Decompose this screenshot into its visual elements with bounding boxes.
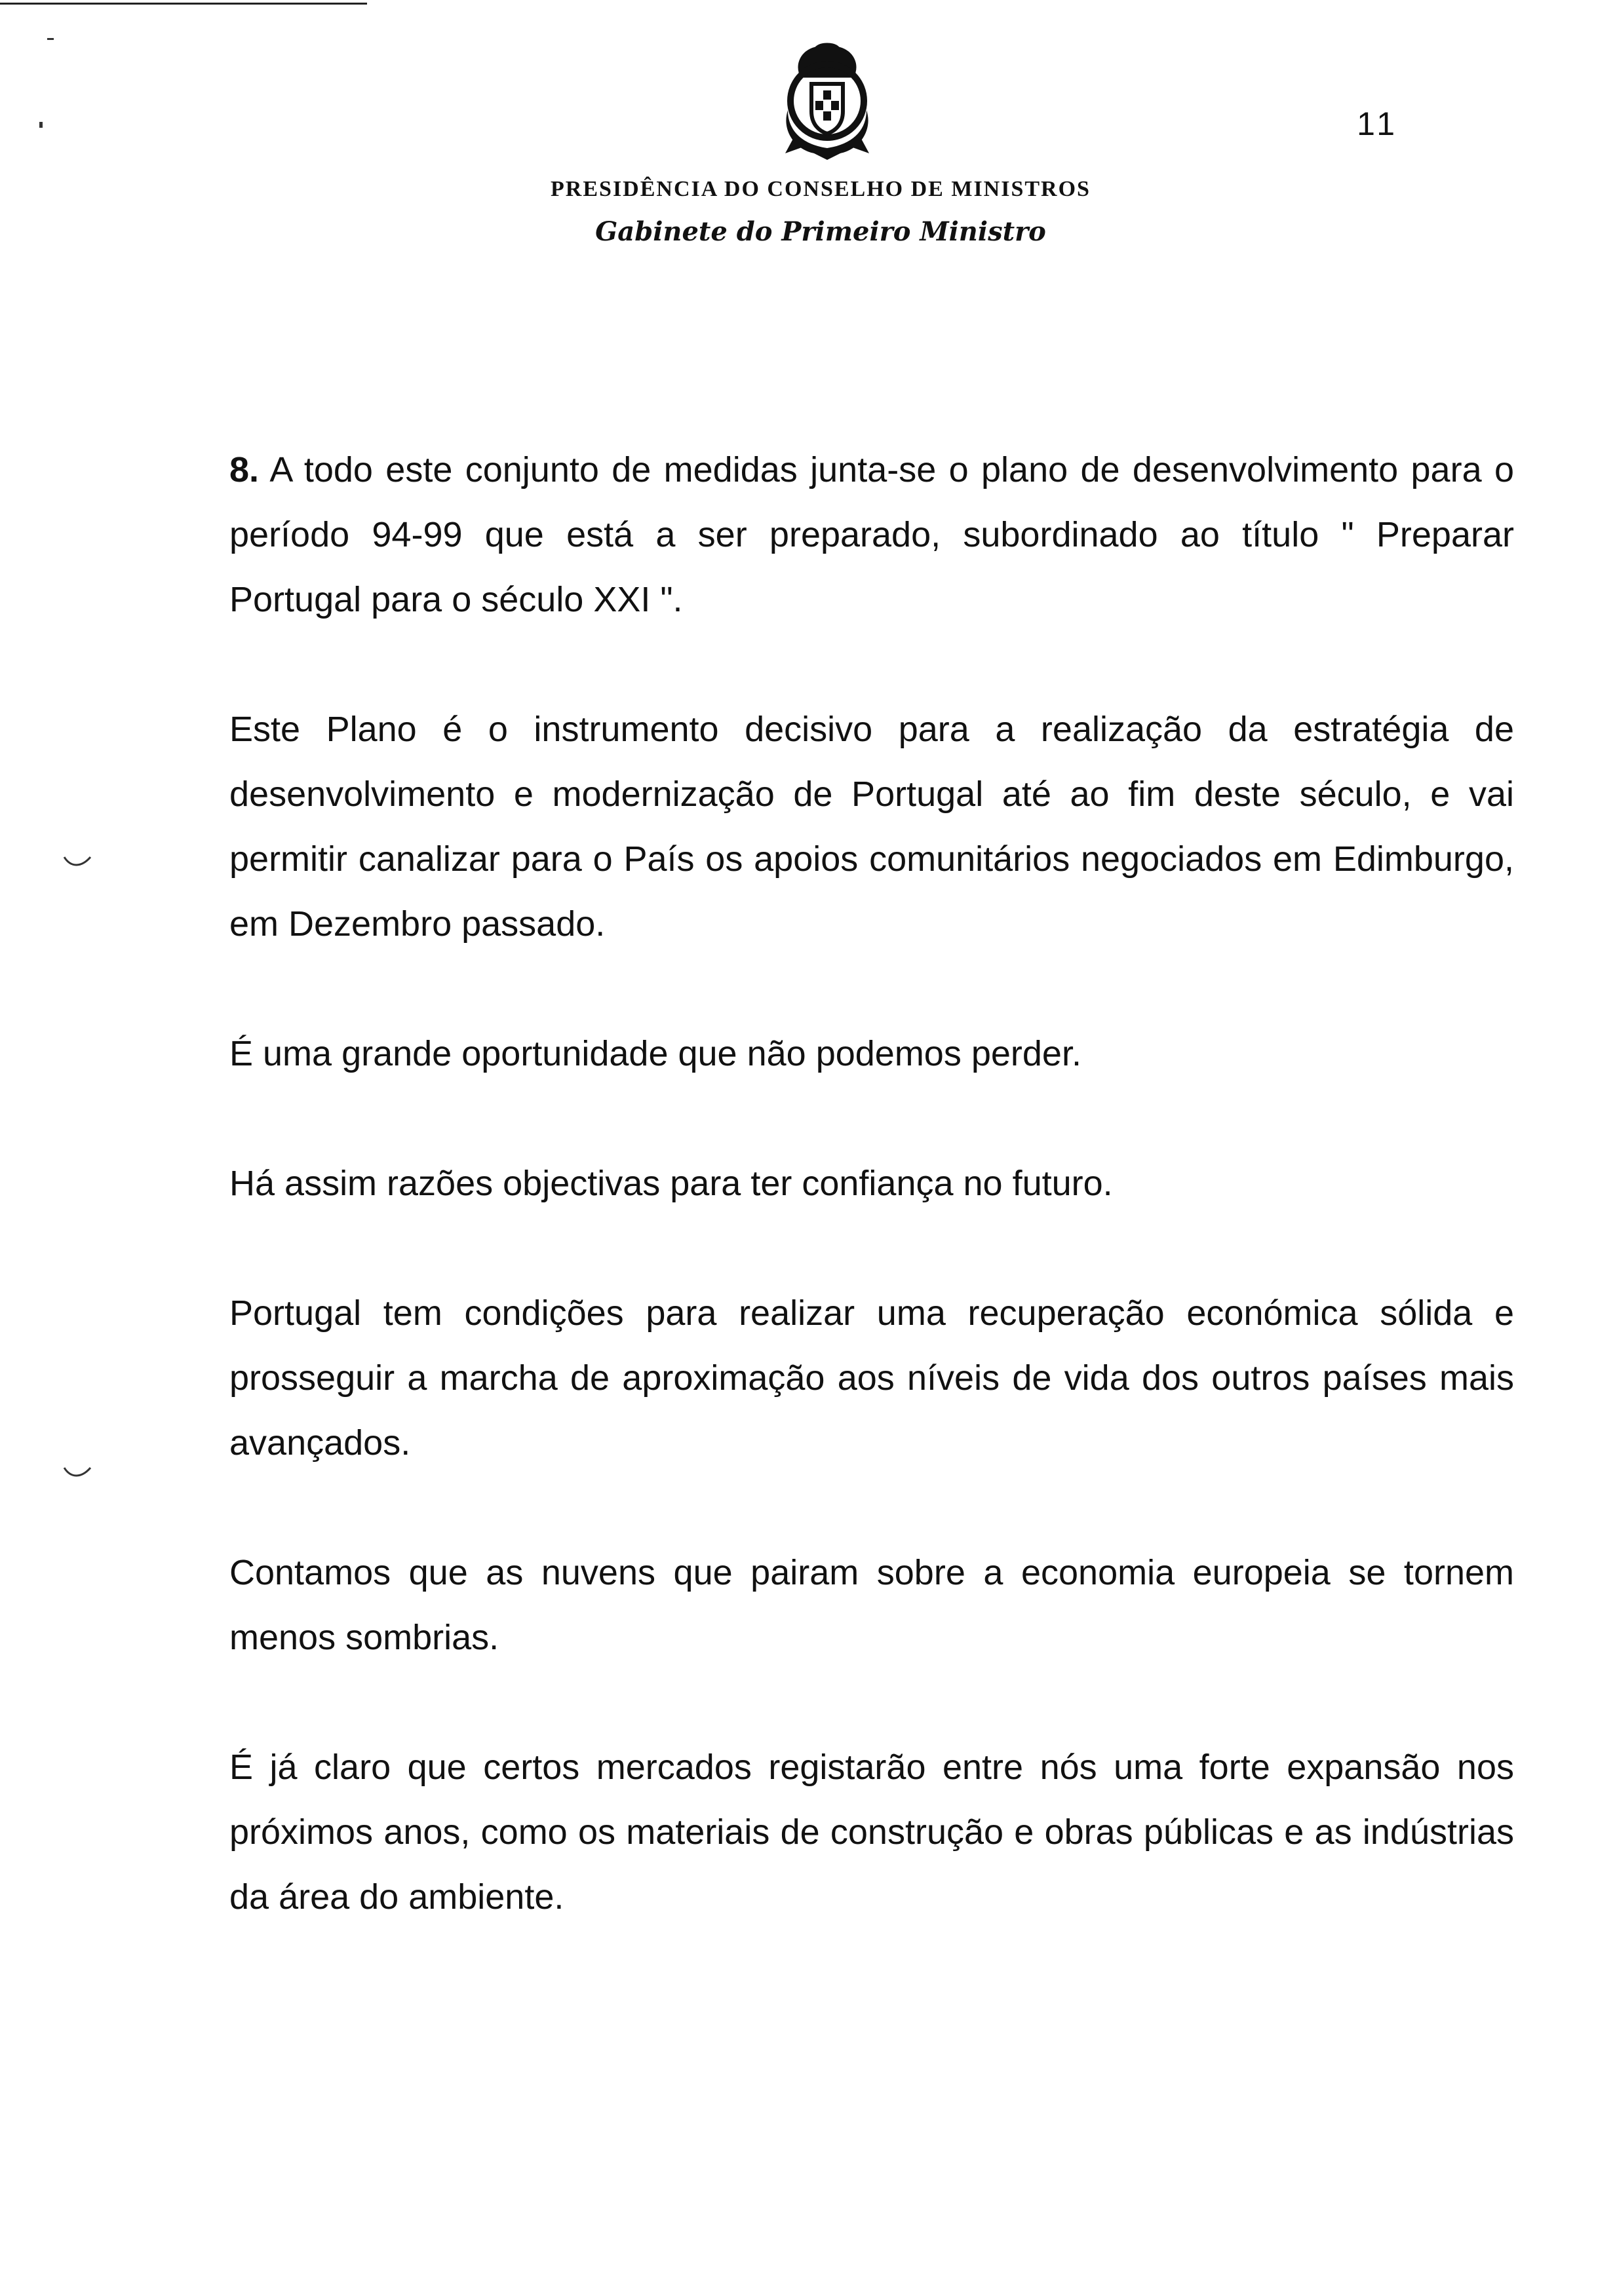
- paragraph: [229, 1540, 1514, 1670]
- coat-of-arms-icon: [775, 38, 880, 161]
- scan-edge-rule: [0, 3, 367, 5]
- scan-mark: [39, 122, 43, 128]
- margin-check-mark: [63, 854, 92, 869]
- paragraph-text: A todo este conjunto de medidas junta-se o plano de desenvolvimento para o período 94-99 que está a ser preparado, subordinado ao título " Preparar Portugal para o século XXI ".: [229, 450, 1514, 619]
- paragraph: [229, 1281, 1514, 1476]
- body-text: [229, 438, 1514, 1930]
- paragraph-text: Este Plano é o instrumento decisivo para a realização da estratégia de desenvolvimento e modernização de Portugal até ao fim deste século, e vai permitir canalizar para o País os apoios comunitários negociados em Edimburgo, em Dezembro passado.: [229, 710, 1514, 944]
- paragraph-text: É já claro que certos mercados registarão entre nós uma forte expansão nos próximos anos, como os materiais de construção e obras públicas e as indústrias da área do ambiente.: [229, 1748, 1514, 1917]
- paragraph: [229, 438, 1514, 632]
- paragraph: [229, 1022, 1514, 1086]
- paragraph-text: Portugal tem condições para realizar uma recuperação económica sólida e prosseguir a marcha de aproximação aos níveis de vida dos outros países mais avançados.: [229, 1293, 1514, 1463]
- paragraph: [229, 1151, 1514, 1216]
- cabinet-subheading: Gabinete do Primeiro Ministro: [595, 216, 1046, 247]
- margin-check-mark: [63, 1465, 92, 1480]
- page-number: 11: [1357, 105, 1399, 142]
- paragraph: [229, 1735, 1514, 1930]
- paragraph-text: Contamos que as nuvens que pairam sobre a economia europeia se tornem menos sombrias.: [229, 1553, 1514, 1657]
- paragraph-text: É uma grande oportunidade que não podemos perder.: [229, 1034, 1081, 1073]
- paragraph-text: Há assim razões objectivas para ter confiança no futuro.: [229, 1164, 1113, 1203]
- scan-mark: [47, 38, 54, 40]
- paragraph: [229, 697, 1514, 957]
- paragraph-number: 8.: [229, 450, 260, 489]
- presidency-heading: PRESIDÊNCIA DO CONSELHO DE MINISTROS: [551, 177, 1091, 201]
